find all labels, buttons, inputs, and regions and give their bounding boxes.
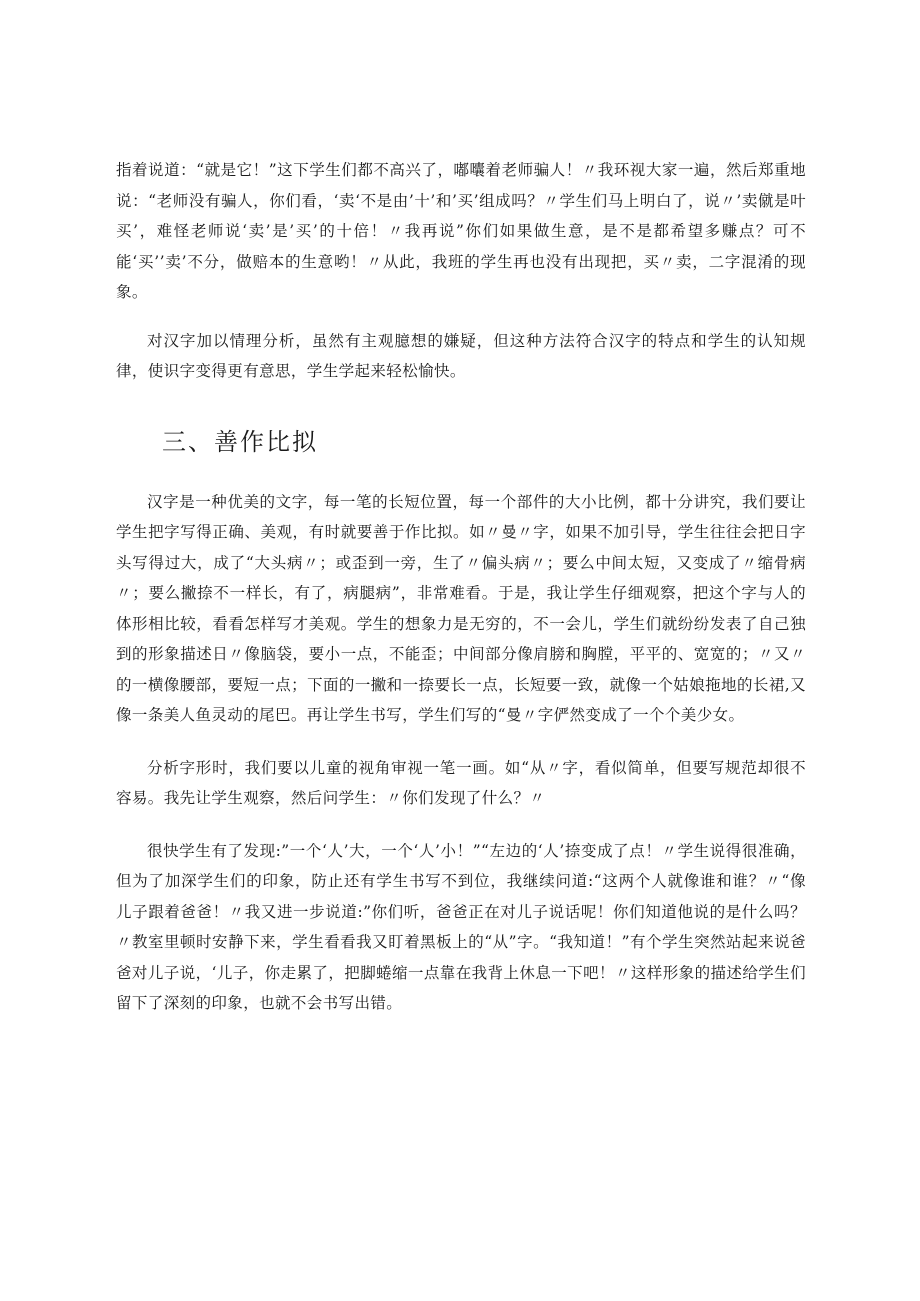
document-page [116, 155, 806, 1019]
paragraph-comparison: 汉字是一种优美的文字，每一笔的长短位置，每一个部件的大小比例，都十分讲究，我们要让学生把字写得正确、美观，有时就要善于作比拟。如〃曼〃字，如果不加引导，学生往往会把日字头写得过大，成了“大头病〃；或歪到一旁，生了〃偏头病〃；要么中间太短，又变成了〃缩骨病〃；要么撇捺不一样长，有了，病腿病”，非常难看。于是，我让学生仔细观察，把这个字与人的体形相比较，看看怎样写才美观。学生的想象力是无穷的，不一会儿，学生们就纷纷发表了自己独到的形象描述日〃像脑袋，要小一点，不能歪；中间部分像肩膀和胸膛，平平的、宽宽的；〃又〃的一横像腰部，要短一点；下面的一撇和一捺要长一点，长短要一致，就像一个姑娘拖地的长裙,又像一条美人鱼灵动的尾巴。再让学生书写，学生们写的“曼〃字俨然变成了一个个美少女。 [116, 492, 806, 724]
section-heading: 三、善作比拟 [162, 427, 318, 456]
paragraph-continuation: 指着说道：“就是它！”这下学生们都不高兴了，嘟囔着老师骗人！〃我环视大家一遍，然后郑重地说：“老师没有骗人，你们看，‘卖‘不是由’十’和’买’组成吗？〃学生们马上明白了，说〃’卖僦是叶买’，难怪老师说‘卖’是’买’的十倍！〃我再说”你们如果做生意，是不是都希望多赚点？可不能‘买’’卖’不分，做赔本的生意哟！〃从此，我班的学生再也没有出现把，买〃卖，二字混淆的现象。 [116, 161, 806, 301]
paragraph-student-discovery: 很快学生有了发现:”一个‘人’大，一个‘人’小！”“左边的‘人’捺变成了点！〃学生说得很准确，但为了加深学生们的印象，防止还有学生书写不到位，我继续问道:“这两个人就像谁和谁？〃“像儿子跟着爸爸！〃我又进一步说道:”你们听，爸爸正在对儿子说话呢！你们知道他说的是什么吗？〃教室里顿时安静下来，学生看看我又盯着黑板上的“从”字。“我知道！”有个学生突然站起来说爸爸对儿子说，‘儿子，你走累了，把脚蜷缩一点靠在我背上休息一下吧！〃这样形象的描述给学生们留下了深刻的印象，也就不会书写出错。 [116, 841, 806, 1012]
paragraph-analysis: 对汉字加以情理分析，虽然有主观臆想的嫌疑，但这种方法符合汉字的特点和学生的认知规律，使识字变得更有意思，学生学起来轻松愉快。 [116, 331, 806, 380]
paragraph-glyph-analysis: 分析字形时，我们要以儿童的视角审视一笔一画。如“从〃字，看似简单，但要写规范却很不容易。我先让学生观察，然后问学生：〃你们发现了什么？〃 [116, 758, 806, 807]
